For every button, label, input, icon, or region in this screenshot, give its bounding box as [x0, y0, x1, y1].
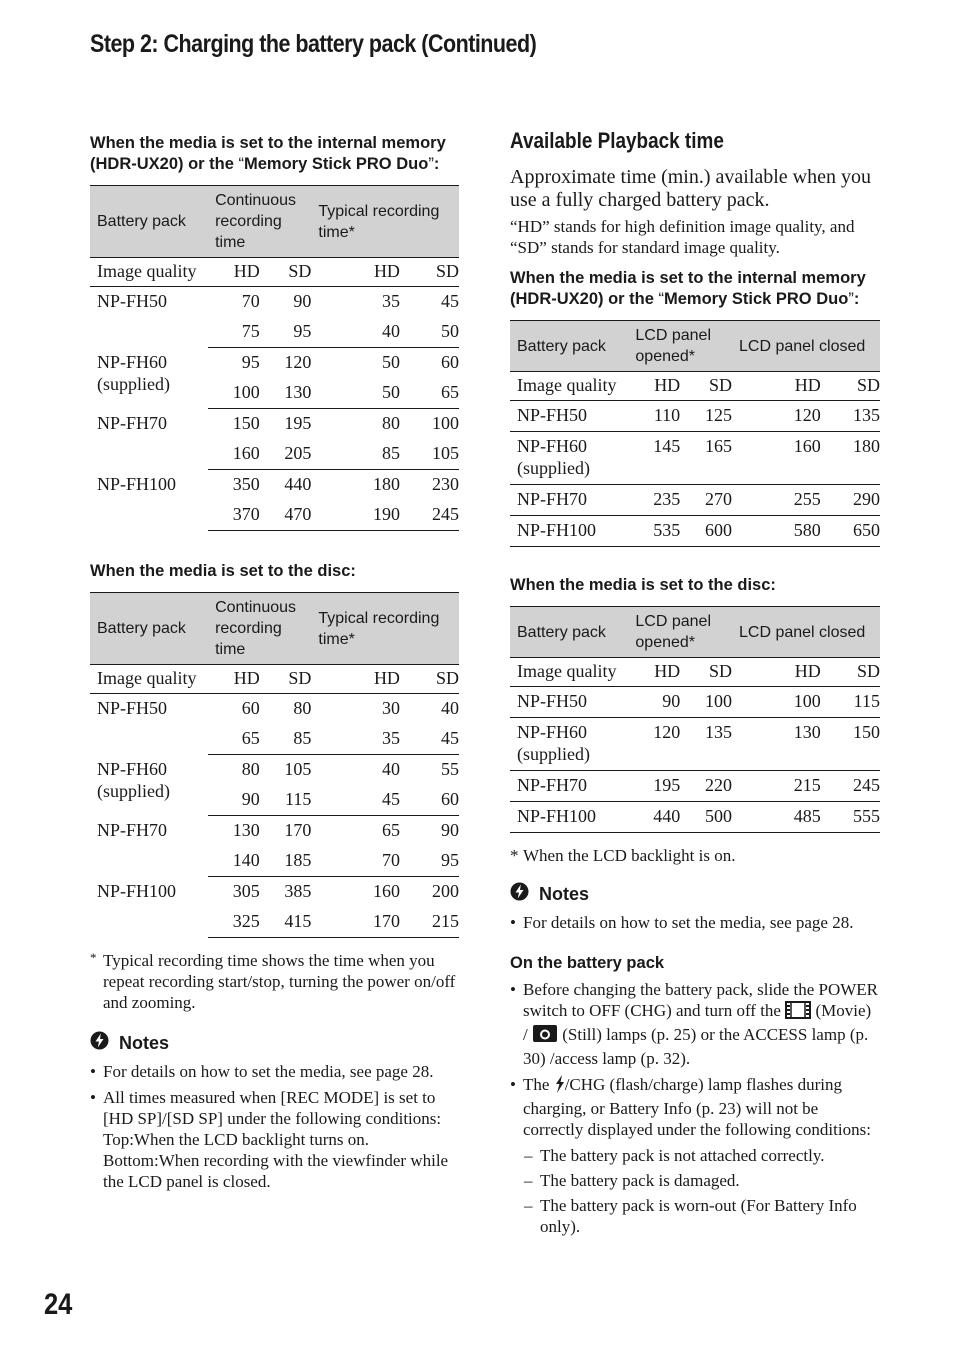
table-header-row: [90, 593, 459, 665]
time-cell: 580: [732, 516, 821, 547]
time-cell: 325: [208, 907, 260, 938]
table-row: [90, 877, 459, 908]
condition-item: – The battery pack is not attached correctly.: [510, 1145, 880, 1166]
note-item: • For details on how to set the media, see page 28.: [510, 912, 880, 933]
battery-pack-cell: NP-FH100: [97, 880, 177, 901]
disc-condition-heading: When the media is set to the disc:: [90, 562, 356, 580]
time-cell: 130: [732, 718, 821, 771]
table-row: [90, 755, 459, 786]
table-row: [90, 694, 459, 725]
battery-pack-cell: NP-FH70: [97, 412, 168, 433]
time-cell: 95: [260, 317, 312, 348]
table-row: [510, 401, 880, 432]
header-battery-pack: Battery pack: [90, 186, 208, 258]
flash-icon: [554, 1075, 565, 1098]
table-row: [90, 470, 459, 501]
header-continuous-recording-time: Continuous recording time: [208, 593, 311, 665]
image-quality-row: Image quality HD SD HD SD: [90, 258, 459, 287]
time-cell: 50: [311, 378, 400, 409]
time-cell: 80: [241, 759, 260, 779]
battery-pack-cell: NP-FH70: [510, 771, 628, 802]
time-cell: 65: [400, 378, 459, 409]
table-row: [90, 816, 459, 847]
battery-pack-cell: NP-FH50: [510, 401, 628, 432]
time-cell: 90: [208, 785, 260, 816]
battery-pack-cell: NP-FH100: [510, 802, 628, 833]
table-body: [90, 258, 459, 531]
time-cell: 205: [260, 439, 312, 470]
internal-memory-condition-heading: When the media is set to the internal memory (HDR-UX20) or the “Memory Stick PRO Duo”:: [510, 269, 866, 308]
table-row: [90, 287, 459, 318]
time-cell: 470: [260, 500, 312, 531]
battery-pack-cell: NP-FH100: [97, 473, 177, 494]
time-cell: 115: [260, 785, 312, 816]
section-title: Available Playback time: [510, 128, 724, 153]
time-cell: 160: [372, 881, 400, 901]
time-cell: 485: [732, 802, 821, 833]
time-cell: 75: [208, 317, 260, 348]
battery-pack-cell: NP-FH100: [510, 516, 628, 547]
page-header-title: Step 2: Charging the battery pack (Continued): [90, 30, 537, 58]
recording-time-disc-table: [90, 592, 459, 938]
battery-note-item: • The /CHG (flash/charge) lamp flashes during charging, or Battery Info (p. 23) will not be correctly displayed under the following conditions:: [510, 1074, 880, 1140]
playback-time-disc-table: [510, 606, 880, 833]
time-cell: 130: [260, 378, 312, 409]
image-quality-row: Image quality HD SD HD SD: [510, 658, 880, 687]
battery-pack-cell: NP-FH60 (supplied): [97, 351, 170, 394]
time-cell: 40: [381, 759, 400, 779]
time-cell: 120: [732, 401, 821, 432]
table-body: [510, 372, 880, 547]
time-cell: 180: [372, 474, 400, 494]
time-cell: 535: [628, 516, 680, 547]
condition-item: – The battery pack is damaged.: [510, 1170, 880, 1191]
header-lcd-panel-closed: LCD panel closed: [732, 607, 880, 658]
time-cell: 30: [381, 698, 400, 718]
time-cell: 60: [241, 698, 260, 718]
time-cell: 145: [628, 432, 680, 485]
time-cell: 440: [628, 802, 680, 833]
time-cell: 40: [441, 698, 459, 718]
notes-icon: [90, 1031, 109, 1055]
time-cell: 180: [821, 432, 880, 485]
battery-pack-cell: NP-FH70: [97, 819, 168, 840]
battery-pack-cell: NP-FH50: [97, 291, 168, 311]
header-battery-pack: Battery pack: [90, 593, 208, 665]
time-cell: 90: [441, 820, 459, 840]
time-cell: 185: [260, 846, 312, 877]
time-cell: 80: [293, 698, 312, 718]
time-cell: 440: [284, 474, 312, 494]
notes-heading: Notes: [90, 1031, 459, 1055]
table-row: [510, 516, 880, 547]
time-cell: 70: [311, 846, 400, 877]
table-row: [90, 348, 459, 379]
right-column: [510, 128, 880, 1241]
battery-pack-cell: NP-FH60 (supplied): [97, 758, 170, 801]
time-cell: 90: [628, 687, 680, 718]
time-cell: 555: [821, 802, 880, 833]
time-cell: 170: [284, 820, 312, 840]
time-cell: 140: [208, 846, 260, 877]
table-row: [510, 718, 880, 771]
time-cell: 190: [311, 500, 400, 531]
battery-pack-cell: NP-FH60 (supplied): [510, 718, 628, 771]
time-cell: 100: [208, 378, 260, 409]
table-header-row: [510, 607, 880, 658]
time-cell: 85: [260, 724, 312, 755]
time-cell: 255: [732, 485, 821, 516]
time-cell: 500: [680, 802, 732, 833]
time-cell: 195: [284, 413, 312, 433]
table-row: [510, 687, 880, 718]
battery-pack-cell: NP-FH50: [97, 698, 168, 718]
time-cell: 230: [432, 474, 459, 494]
time-cell: 45: [441, 291, 459, 311]
time-cell: 160: [732, 432, 821, 485]
time-cell: 415: [260, 907, 312, 938]
time-cell: 220: [680, 771, 732, 802]
page-number: 24: [44, 1288, 73, 1321]
header-lcd-panel-opened: LCD panel opened*: [628, 321, 732, 372]
note-item: • For details on how to set the media, see page 28.: [90, 1061, 459, 1082]
header-typical-recording-time: Typical recording time*: [311, 186, 459, 258]
time-cell: 165: [680, 432, 732, 485]
table-header-row: [90, 186, 459, 258]
time-cell: 35: [381, 291, 400, 311]
time-cell: 150: [821, 718, 880, 771]
time-cell: 50: [381, 352, 400, 372]
time-cell: 600: [680, 516, 732, 547]
condition-item: – The battery pack is worn-out (For Battery Info only).: [510, 1195, 880, 1237]
time-cell: 215: [400, 907, 459, 938]
time-cell: 95: [400, 846, 459, 877]
internal-memory-condition-heading: When the media is set to the internal memory (HDR-UX20) or the “Memory Stick PRO Duo”:: [90, 134, 446, 173]
movie-icon: [785, 1001, 811, 1024]
header-continuous-recording-time: Continuous recording time: [208, 186, 311, 258]
time-cell: 85: [311, 439, 400, 470]
table-body: [510, 658, 880, 833]
battery-pack-subheading: On the battery pack: [510, 954, 665, 972]
intro-definition-text: “HD” stands for high definition image quality, and “SD” stands for standard image quality.: [510, 217, 855, 257]
battery-pack-cell: NP-FH70: [510, 485, 628, 516]
time-cell: 195: [628, 771, 680, 802]
time-cell: 60: [400, 785, 459, 816]
battery-pack-cell: NP-FH50: [510, 687, 628, 718]
notes-icon: [510, 882, 529, 906]
time-cell: 35: [311, 724, 400, 755]
time-cell: 45: [400, 724, 459, 755]
time-cell: 100: [680, 687, 732, 718]
time-cell: 100: [432, 413, 459, 433]
header-battery-pack: Battery pack: [510, 321, 628, 372]
image-quality-row: Image quality HD SD HD SD: [90, 665, 459, 694]
time-cell: 650: [821, 516, 880, 547]
time-cell: 110: [628, 401, 680, 432]
table-row: [510, 485, 880, 516]
time-cell: 290: [821, 485, 880, 516]
time-cell: 170: [311, 907, 400, 938]
recording-time-internal-table: [90, 185, 459, 531]
playback-time-internal-table: [510, 320, 880, 547]
still-camera-icon: [532, 1024, 558, 1048]
time-cell: 100: [732, 687, 821, 718]
notes-heading: Notes: [510, 882, 880, 906]
time-cell: 60: [441, 352, 459, 372]
table-header-row: [510, 321, 880, 372]
time-cell: 105: [400, 439, 459, 470]
note-item: • All times measured when [REC MODE] is set to [HD SP]/[SD SP] under the following conditions: Top:When the LCD backlight turns on. Bottom:When recording with the viewfinder while the LCD panel is closed.: [90, 1087, 459, 1192]
time-cell: 50: [400, 317, 459, 348]
time-cell: 120: [628, 718, 680, 771]
time-cell: 160: [208, 439, 260, 470]
playback-footnote: * When the LCD backlight is on.: [510, 846, 736, 865]
time-cell: 65: [381, 820, 400, 840]
time-cell: 120: [284, 352, 312, 372]
table-row: [510, 432, 880, 485]
time-cell: 245: [400, 500, 459, 531]
time-cell: 95: [241, 352, 260, 372]
disc-condition-heading: When the media is set to the disc:: [510, 576, 776, 594]
time-cell: 305: [232, 881, 260, 901]
table-row: [510, 771, 880, 802]
left-column: [90, 133, 459, 1197]
battery-pack-cell: NP-FH60 (supplied): [510, 432, 628, 485]
intro-text: Approximate time (min.) available when you use a fully charged battery pack.: [510, 166, 872, 211]
time-cell: 125: [680, 401, 732, 432]
time-cell: 235: [628, 485, 680, 516]
time-cell: 215: [732, 771, 821, 802]
header-typical-recording-time: Typical recording time*: [311, 593, 459, 665]
time-cell: 70: [241, 291, 260, 311]
table-body: [90, 665, 459, 938]
time-cell: 115: [821, 687, 880, 718]
time-cell: 55: [441, 759, 459, 779]
time-cell: 200: [432, 881, 459, 901]
time-cell: 40: [311, 317, 400, 348]
header-lcd-panel-closed: LCD panel closed: [732, 321, 880, 372]
time-cell: 80: [381, 413, 400, 433]
table-row: [510, 802, 880, 833]
time-cell: 135: [680, 718, 732, 771]
time-cell: 45: [311, 785, 400, 816]
time-cell: 130: [232, 820, 260, 840]
time-cell: 385: [284, 881, 312, 901]
time-cell: 65: [208, 724, 260, 755]
time-cell: 90: [293, 291, 312, 311]
battery-note-item: • Before changing the battery pack, slide the POWER switch to OFF (CHG) and turn off the (Movie) / (Still) lamps (p. 25) or the ACCESS lamp (p. 30) /access lamp (p. 32).: [510, 979, 880, 1069]
time-cell: 135: [821, 401, 880, 432]
header-lcd-panel-opened: LCD panel opened*: [628, 607, 732, 658]
time-cell: 270: [680, 485, 732, 516]
time-cell: 105: [284, 759, 312, 779]
header-battery-pack: Battery pack: [510, 607, 628, 658]
time-cell: 350: [232, 474, 260, 494]
table-row: [90, 409, 459, 440]
recording-footnote: * Typical recording time shows the time when you repeat recording start/stop, turning the power on/off and zooming.: [90, 950, 456, 1012]
time-cell: 370: [208, 500, 260, 531]
image-quality-row: Image quality HD SD HD SD: [510, 372, 880, 401]
time-cell: 245: [821, 771, 880, 802]
time-cell: 150: [232, 413, 260, 433]
